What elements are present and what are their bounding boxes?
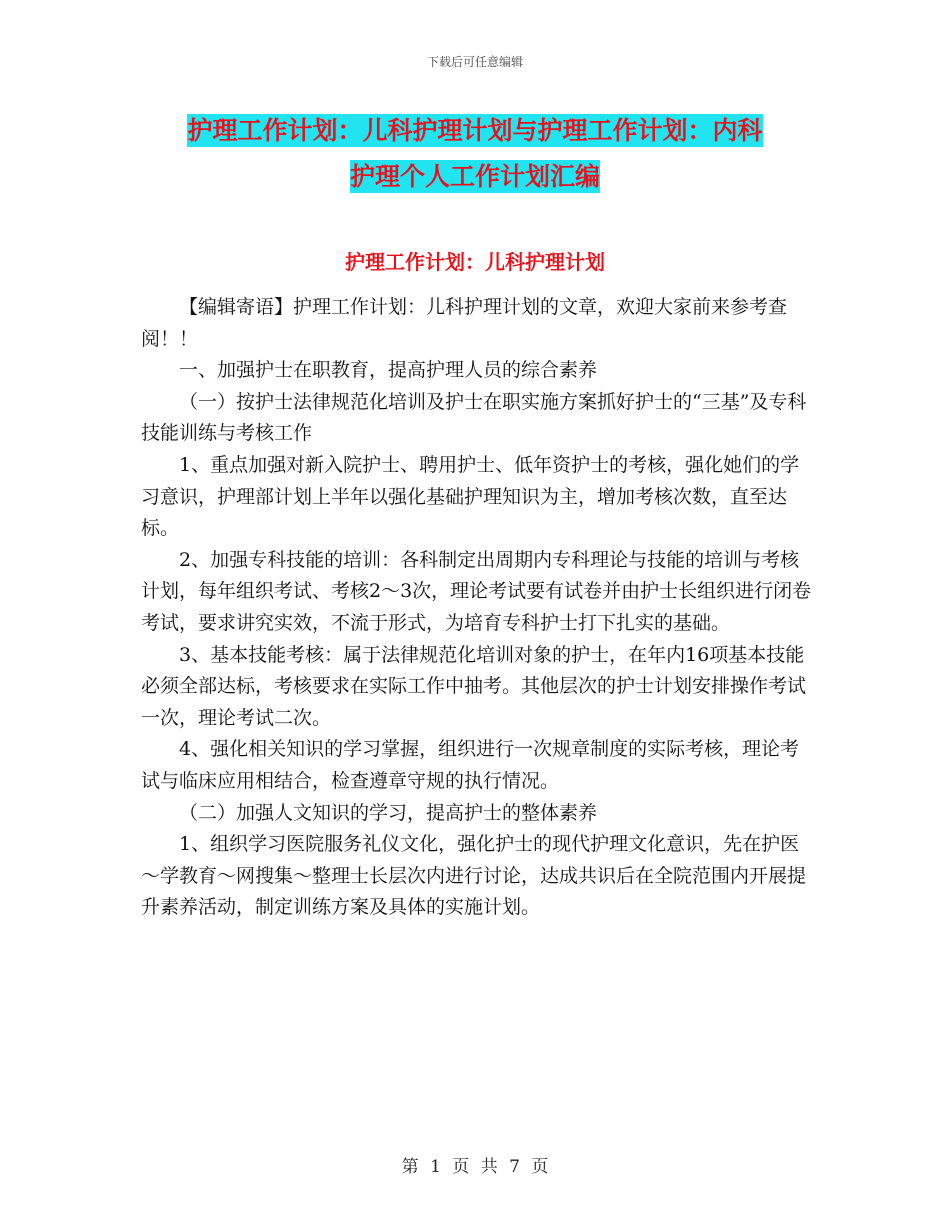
header-note: 下载后可任意编辑 [426,55,523,69]
paragraph: 4、强化相关知识的学习掌握，组织进行一次规章制度的实际考核，理论考试与临床应用相结合，检查遵章守规的执行情况。 [141,738,800,792]
paragraph-editor-note: 【编辑寄语】护理工作计划：儿科护理计划的文章，欢迎大家前来参考查阅！！ [141,296,788,350]
paragraph-subheading-2: （二）加强人文知识的学习，提高护士的整体素养 [179,801,598,824]
section-title: 护理工作计划：儿科护理计划 [345,250,605,274]
paragraph: 1、重点加强对新入院护士、聘用护士、低年资护士的考核，强化她们的学习意识，护理部计划上半年以强化基础护理知识为主，增加考核次数，直至达标。 [141,453,800,540]
paragraph: 3、基本技能考核：属于法律规范化培训对象的护士，在年内16项基本技能必须全部达标，考核要求在实际工作中抽考。其他层次的护士计划安排操作考试一次，理论考试二次。 [141,643,807,729]
paragraph: 2、加强专科技能的培训：各科制定出周期内专科理论与技能的培训与考核计划，每年组织考试、考核2～3次，理论考试要有试卷并由护士长组织进行闭卷考试，要求讲究实效，不流于形式，为培育专科护士打下扎实的基础。 [141,548,812,634]
title-line-1: 护理工作计划：儿科护理计划与护理工作计划：内科 [187,116,763,145]
paragraph-subheading-1: （一）按护士法律规范化培训及护士在职实施方案抓好护士的“三基”及专科技能训练与考核工作 [141,390,807,445]
page-footer: 第 1 页 共 7 页 [401,1157,549,1177]
document-body [141,292,813,924]
document-title [0,108,950,200]
title-line-2: 护理个人工作计划汇编 [349,162,600,191]
paragraph: 1、组织学习医院服务礼仪文化，强化护士的现代护理文化意识，先在护医～学教育～网搜集～整理士长层次内进行讨论，达成共识后在全院范围内开展提升素养活动，制定训练方案及具体的实施计划。 [141,833,807,919]
paragraph-heading-1: 一、加强护士在职教育，提高护理人员的综合素养 [179,359,598,382]
